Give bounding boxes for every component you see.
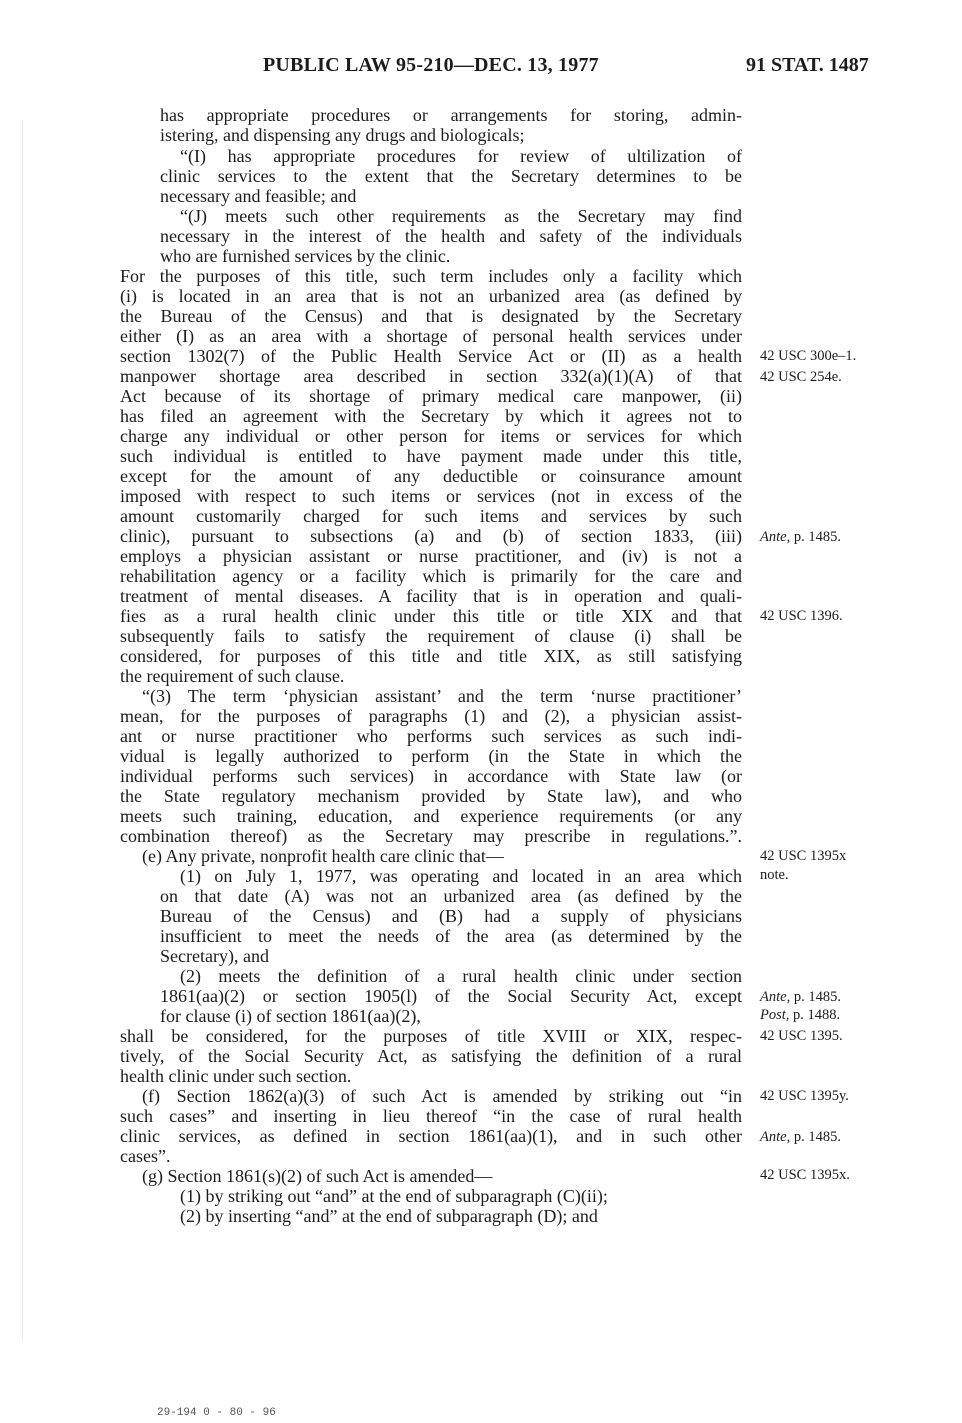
body-line: (e) Any private, nonprofit health care clinic that— xyxy=(142,846,504,866)
margin-citation: 42 USC 1395y. xyxy=(760,1088,849,1104)
margin-citation: Ante, p. 1485. xyxy=(760,529,841,545)
body-line: tively, of the Social Security Act, as satisfying the definition of a rural xyxy=(120,1046,742,1066)
body-line: who are furnished services by the clinic. xyxy=(160,246,451,266)
printing-code: 29-194 0 - 80 - 96 xyxy=(157,1407,276,1419)
body-line: charge any individual or other person for items or services for which xyxy=(120,426,742,446)
margin-citation: note. xyxy=(760,867,789,883)
margin-citation: 42 USC 1395x xyxy=(760,848,847,864)
body-line: 1861(aa)(2) or section 1905(l) of the Social Security Act, except xyxy=(160,986,742,1006)
margin-citation: Ante, p. 1485. xyxy=(760,989,841,1005)
body-line: (1) by striking out “and” at the end of subparagraph (C)(ii); xyxy=(180,1186,608,1206)
body-line: rehabilitation agency or a facility which is primarily for the care and xyxy=(120,566,742,586)
body-line: clinic services, as defined in section 1861(aa)(1), and in such other xyxy=(120,1126,742,1146)
body-line: istering, and dispensing any drugs and biologicals; xyxy=(160,125,525,145)
body-line: meets such training, education, and experience requirements (or any xyxy=(120,806,742,826)
body-line: mean, for the purposes of paragraphs (1) and (2), a physician assist- xyxy=(120,706,742,726)
body-line: (i) is located in an area that is not an urbanized area (as defined by xyxy=(120,286,742,306)
body-line: the Bureau of the Census) and that is designated by the Secretary xyxy=(120,306,742,326)
body-line: subsequently fails to satisfy the requirement of clause (i) shall be xyxy=(120,626,742,646)
body-line: has filed an agreement with the Secretary by which it agrees not to xyxy=(120,406,742,426)
body-line: ant or nurse practitioner who performs such services as such indi- xyxy=(120,726,742,746)
margin-citation: 42 USC 1395x. xyxy=(760,1167,850,1183)
body-line: Bureau of the Census) and (B) had a supply of physicians xyxy=(160,906,742,926)
body-line: clinic services to the extent that the Secretary determines to be xyxy=(160,166,742,186)
body-line: either (I) as an area with a shortage of personal health services under xyxy=(120,326,742,346)
body-line: the requirement of such clause. xyxy=(120,666,345,686)
body-line: necessary and feasible; and xyxy=(160,186,357,206)
body-line: fies as a rural health clinic under this title or title XIX and that xyxy=(120,606,742,626)
body-line: (g) Section 1861(s)(2) of such Act is amended— xyxy=(142,1166,493,1186)
body-line: “(J) meets such other requirements as the Secretary may find xyxy=(180,206,742,226)
body-line: “(3) The term ‘physician assistant’ and the term ‘nurse practitioner’ xyxy=(142,686,742,706)
body-line: (2) by inserting “and” at the end of subparagraph (D); and xyxy=(180,1206,598,1226)
body-line: vidual is legally authorized to perform (in the State in which the xyxy=(120,746,742,766)
running-head-stat-page: 91 STAT. 1487 xyxy=(746,54,869,76)
margin-citation: 42 USC 300e–1. xyxy=(760,348,857,364)
margin-citation: 42 USC 1396. xyxy=(760,608,843,624)
body-line: has appropriate procedures or arrangements for storing, admin- xyxy=(160,105,742,125)
margin-citation: Post, p. 1488. xyxy=(760,1007,841,1023)
body-line: amount customarily charged for such items and services by such xyxy=(120,506,742,526)
body-line: insufficient to meet the needs of the area (as determined by the xyxy=(160,926,742,946)
body-line: (f) Section 1862(a)(3) of such Act is amended by striking out “in xyxy=(142,1086,742,1106)
body-line: the State regulatory mechanism provided by State law), and who xyxy=(120,786,742,806)
body-line: on that date (A) was not an urbanized area (as defined by the xyxy=(160,886,742,906)
body-line: such cases” and inserting in lieu thereof “in the case of rural health xyxy=(120,1106,742,1126)
body-line: “(I) has appropriate procedures for review of ultilization of xyxy=(180,146,742,166)
body-line: (1) on July 1, 1977, was operating and located in an area which xyxy=(180,866,742,886)
body-line: imposed with respect to such items or services (not in excess of the xyxy=(120,486,742,506)
body-line: such individual is entitled to have payment made under this title, xyxy=(120,446,742,466)
body-line: manpower shortage area described in section 332(a)(1)(A) of that xyxy=(120,366,742,386)
margin-citation: Ante, p. 1485. xyxy=(760,1129,841,1145)
body-line: necessary in the interest of the health and safety of the individuals xyxy=(160,226,742,246)
body-line: cases”. xyxy=(120,1146,171,1166)
body-line: Act because of its shortage of primary medical care manpower, (ii) xyxy=(120,386,742,406)
body-line: treatment of mental diseases. A facility that is in operation and quali- xyxy=(120,586,742,606)
body-line: Secretary), and xyxy=(160,946,269,966)
running-head-title: PUBLIC LAW 95-210—DEC. 13, 1977 xyxy=(263,54,599,76)
body-line: section 1302(7) of the Public Health Service Act or (II) as a health xyxy=(120,346,742,366)
body-line: employs a physician assistant or nurse practitioner, and (iv) is not a xyxy=(120,546,742,566)
body-line: shall be considered, for the purposes of title XVIII or XIX, respec- xyxy=(120,1026,742,1046)
page-edge-rule xyxy=(22,120,23,1340)
margin-citation: 42 USC 1395. xyxy=(760,1028,843,1044)
body-line: except for the amount of any deductible or coinsurance amount xyxy=(120,466,742,486)
body-line: health clinic under such section. xyxy=(120,1066,352,1086)
body-line: for clause (i) of section 1861(aa)(2), xyxy=(160,1006,421,1026)
body-line: considered, for purposes of this title and title XIX, as still satisfying xyxy=(120,646,742,666)
body-line: (2) meets the definition of a rural health clinic under section xyxy=(180,966,742,986)
body-line: individual performs such services) in accordance with State law (or xyxy=(120,766,742,786)
body-line: combination thereof) as the Secretary may prescribe in regulations.”. xyxy=(120,826,742,846)
margin-citation: 42 USC 254e. xyxy=(760,369,842,385)
body-line: clinic), pursuant to subsections (a) and (b) of section 1833, (iii) xyxy=(120,526,742,546)
body-line: For the purposes of this title, such term includes only a facility which xyxy=(120,266,742,286)
